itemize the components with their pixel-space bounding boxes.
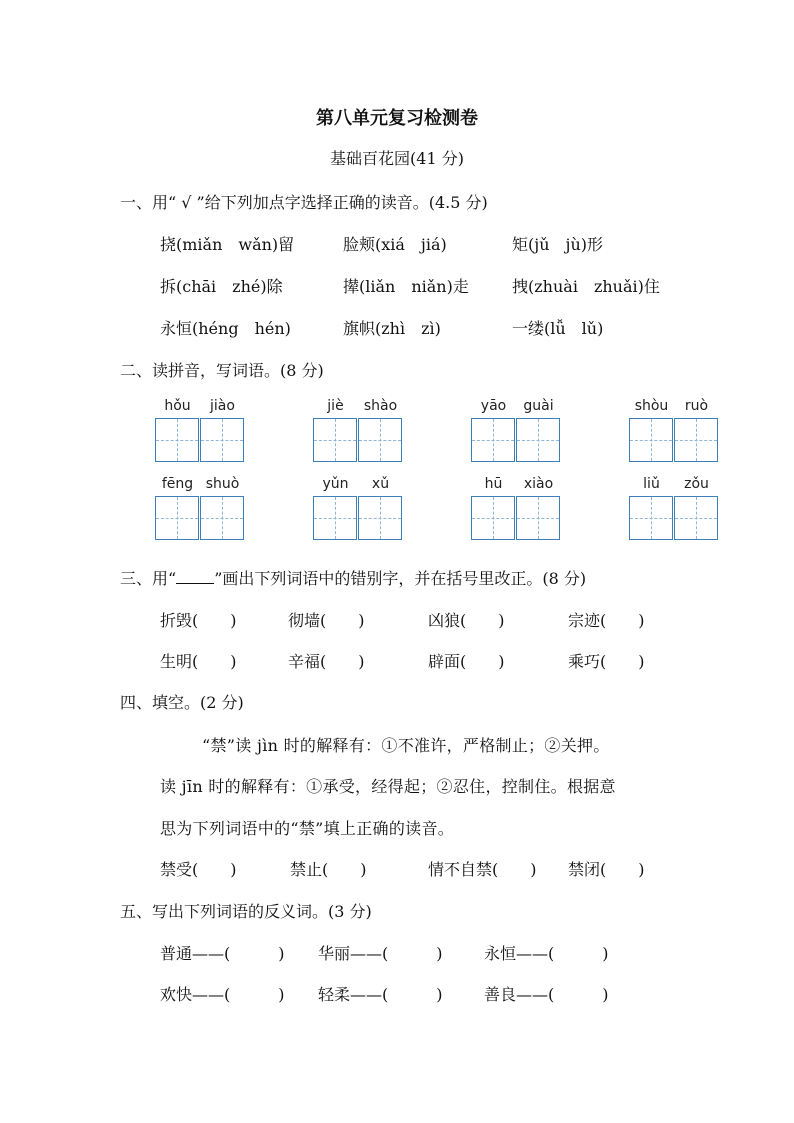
q3-heading-start: 三、用“ bbox=[120, 569, 177, 588]
q4-paragraph-line: 思为下列词语中的“禁”填上正确的读音。 bbox=[160, 819, 455, 838]
pinyin-label: shòu bbox=[634, 398, 669, 414]
writing-cell[interactable] bbox=[471, 496, 515, 540]
q1-item: 永恒(héng hén) bbox=[160, 319, 291, 338]
writing-cell[interactable] bbox=[674, 496, 718, 540]
q5-heading: 五、写出下列词语的反义词。(3 分) bbox=[120, 902, 372, 921]
pinyin-label: ruò bbox=[684, 398, 709, 414]
q3-item: 彻墙( ) bbox=[288, 611, 365, 630]
q5-item: 华丽——( ) bbox=[318, 944, 443, 963]
q4-item: 情不自禁( ) bbox=[428, 860, 537, 879]
writing-cell[interactable] bbox=[200, 496, 244, 540]
writing-cell[interactable] bbox=[471, 418, 515, 462]
q4-item: 禁受( ) bbox=[160, 860, 237, 879]
pinyin-label: hū bbox=[484, 476, 503, 492]
pinyin-label: jiào bbox=[210, 398, 235, 414]
q3-heading-end: ”画出下列词语中的错别字，并在括号里改正。(8 分) bbox=[214, 569, 587, 588]
q3-item: 辟面( ) bbox=[428, 652, 505, 671]
q5-item: 善良——( ) bbox=[484, 985, 609, 1004]
pinyin-label: yǔn bbox=[322, 476, 349, 492]
q1-item: 脸颊(xiá jiá) bbox=[343, 235, 447, 254]
pinyin-label: fēng bbox=[161, 476, 194, 492]
writing-cell[interactable] bbox=[358, 418, 402, 462]
pinyin-label: guài bbox=[523, 398, 554, 414]
writing-cell[interactable] bbox=[674, 418, 718, 462]
page-title: 第八单元复习检测卷 bbox=[316, 108, 478, 129]
q1-item: 挠(miǎn wǎn)留 bbox=[160, 235, 295, 254]
pinyin-label: jiè bbox=[327, 398, 344, 414]
q3-item: 辛福( ) bbox=[288, 652, 365, 671]
q1-heading: 一、用“ √ ”给下列加点字选择正确的读音。(4.5 分) bbox=[120, 193, 488, 212]
writing-cell[interactable] bbox=[629, 496, 673, 540]
q1-item: 旗帜(zhì zì) bbox=[343, 319, 441, 338]
pinyin-label: xǔ bbox=[371, 476, 390, 492]
q1-item: 撵(liǎn niǎn)走 bbox=[343, 277, 469, 296]
pinyin-label: xiào bbox=[523, 476, 554, 492]
writing-cell[interactable] bbox=[313, 496, 357, 540]
q3-item: 凶狼( ) bbox=[428, 611, 505, 630]
q1-item: 一缕(lǚ lǔ) bbox=[512, 319, 604, 338]
pinyin-label: yāo bbox=[480, 398, 507, 414]
writing-cell[interactable] bbox=[155, 496, 199, 540]
writing-cell[interactable] bbox=[516, 418, 560, 462]
q2-heading: 二、读拼音，写词语。(8 分) bbox=[120, 361, 324, 380]
writing-cell[interactable] bbox=[629, 418, 673, 462]
writing-cell[interactable] bbox=[358, 496, 402, 540]
q4-item: 禁闭( ) bbox=[568, 860, 645, 879]
writing-cell[interactable] bbox=[155, 418, 199, 462]
q5-item: 轻柔——( ) bbox=[318, 985, 443, 1004]
section-subtitle: 基础百花园(41 分) bbox=[330, 149, 464, 168]
q4-item: 禁止( ) bbox=[290, 860, 367, 879]
pinyin-label: shuò bbox=[205, 476, 240, 492]
q3-heading bbox=[120, 566, 586, 589]
underline-sample bbox=[176, 569, 214, 584]
pinyin-label: liǔ bbox=[643, 476, 660, 492]
pinyin-label: hǒu bbox=[164, 398, 191, 414]
q4-paragraph-line: “禁”读 jìn 时的解释有：①不准许，严格制止；②关押。 bbox=[202, 736, 610, 755]
q4-heading: 四、填空。(2 分) bbox=[120, 693, 244, 712]
writing-cell[interactable] bbox=[200, 418, 244, 462]
q5-item: 普通——( ) bbox=[160, 944, 285, 963]
q3-item: 生明( ) bbox=[160, 652, 237, 671]
q5-item: 永恒——( ) bbox=[484, 944, 609, 963]
q1-item: 拆(chāi zhé)除 bbox=[160, 277, 283, 296]
pinyin-label: shào bbox=[363, 398, 398, 414]
q1-item: 矩(jǔ jù)形 bbox=[512, 235, 604, 254]
q3-item: 折毁( ) bbox=[160, 611, 237, 630]
pinyin-label: zǒu bbox=[684, 476, 709, 492]
q5-item: 欢快——( ) bbox=[160, 985, 285, 1004]
writing-cell[interactable] bbox=[313, 418, 357, 462]
q3-item: 宗迹( ) bbox=[568, 611, 645, 630]
q1-item: 拽(zhuài zhuǎi)住 bbox=[512, 277, 660, 296]
q4-paragraph-line: 读 jīn 时的解释有：①承受，经得起；②忍住，控制住。根据意 bbox=[160, 777, 616, 796]
q3-item: 乘巧( ) bbox=[568, 652, 645, 671]
writing-cell[interactable] bbox=[516, 496, 560, 540]
